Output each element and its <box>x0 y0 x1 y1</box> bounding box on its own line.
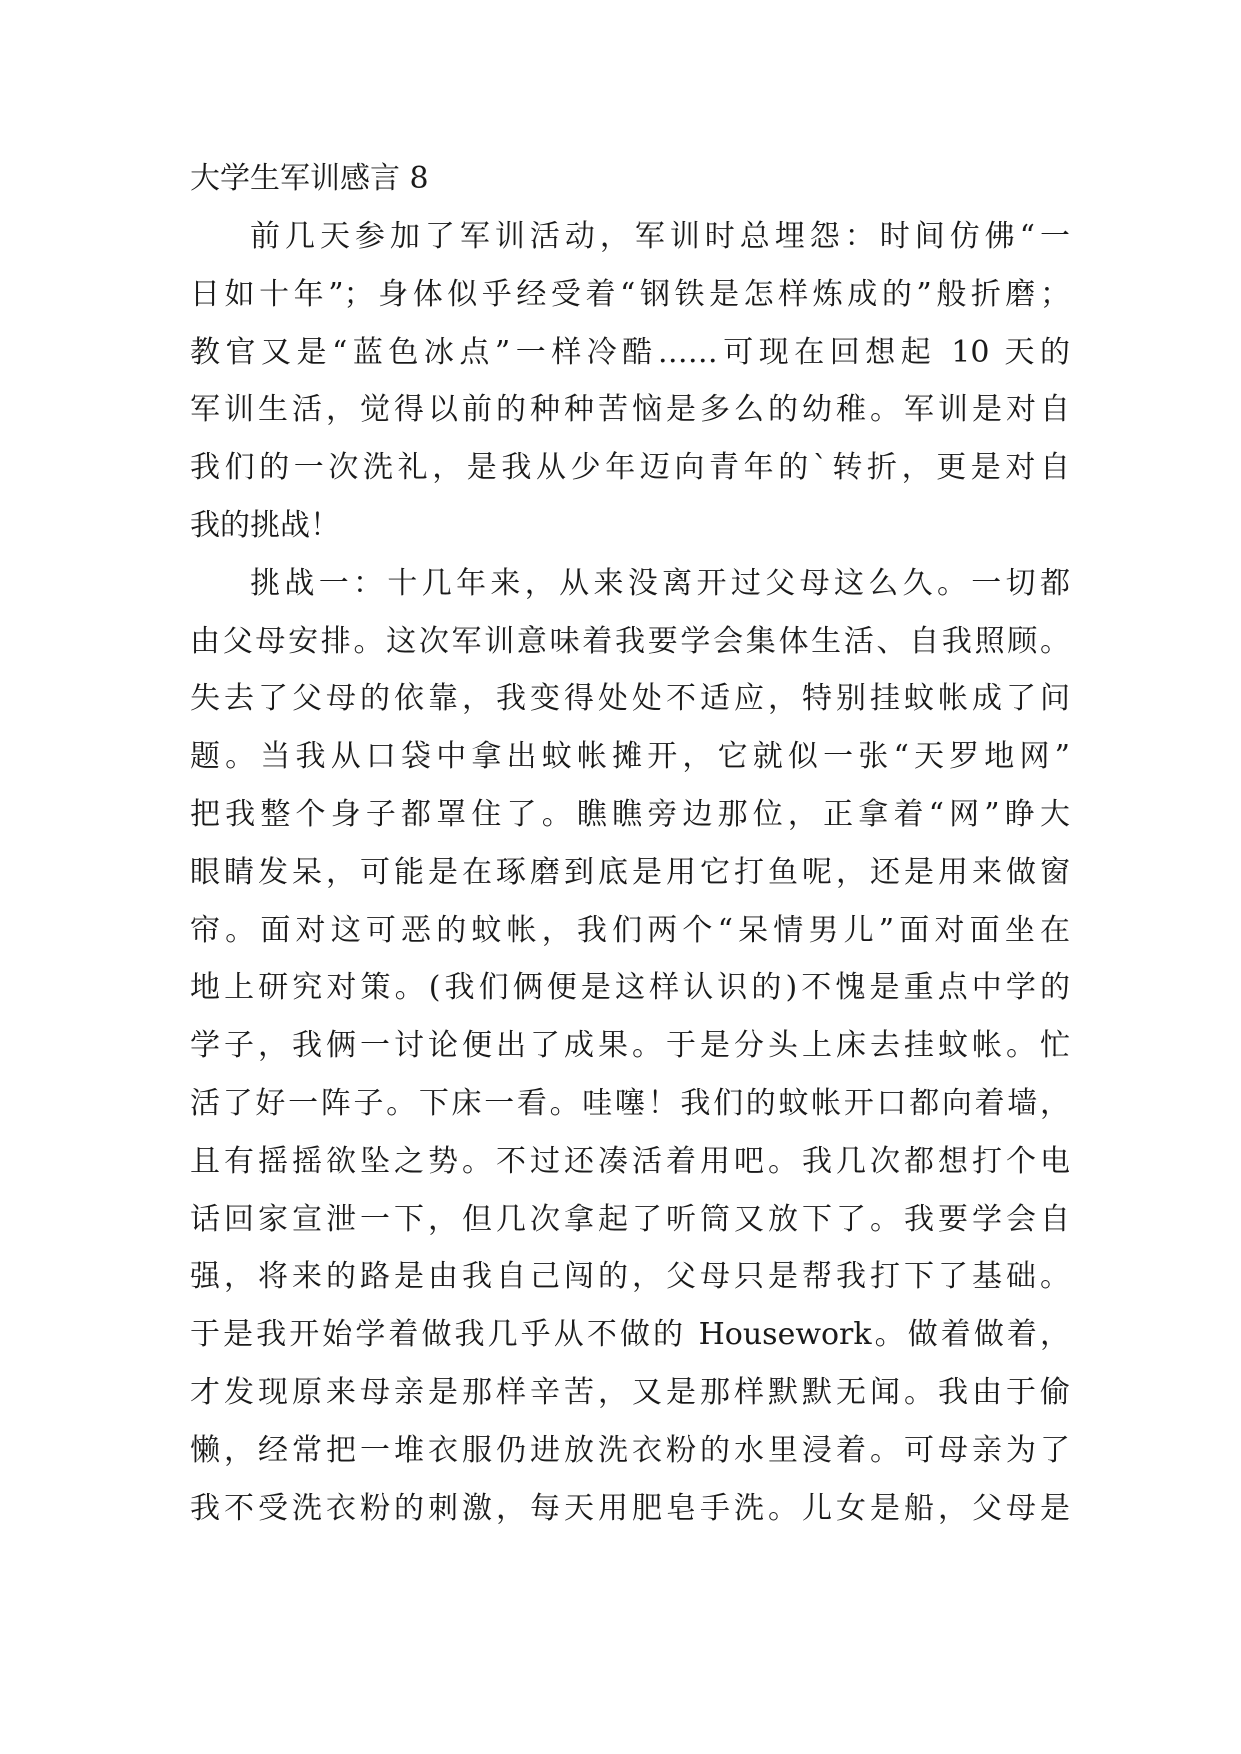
text-line: 挑战一：十几年来，从来没离开过父母这么久。一切都 <box>250 565 1070 601</box>
document-title: 大学生军训感言 8 <box>190 161 429 196</box>
text-line: 我们的一次洗礼，是我从少年迈向青年的`转折，更是对自 <box>190 450 1070 486</box>
text-line: 日如十年”；身体似乎经受着“钢铁是怎样炼成的”般折磨； <box>190 276 1070 312</box>
text-line: 才发现原来母亲是那样辛苦，又是那样默默无闻。我由于偷 <box>190 1374 1070 1410</box>
text-line: 强，将来的路是由我自己闯的，父母只是帮我打下了基础。 <box>190 1259 1070 1295</box>
text-line: 教官又是“蓝色冰点”一样冷酷……可现在回想起 10 天的 <box>190 334 1070 370</box>
paragraph-2 <box>190 555 1070 1538</box>
text-line: 学子，我俩一讨论便出了成果。于是分头上床去挂蚊帐。忙 <box>190 1028 1070 1064</box>
text-line: 地上研究对策。(我们俩便是这样认识的)不愧是重点中学的 <box>190 970 1070 1006</box>
text-line: 把我整个身子都罩住了。瞧瞧旁边那位，正拿着“网”睁大 <box>190 796 1070 832</box>
document-body <box>190 150 1070 1537</box>
text-line: 由父母安排。这次军训意味着我要学会集体生活、自我照顾。 <box>190 623 1070 659</box>
text-line: 我不受洗衣粉的刺激，每天用肥皂手洗。儿女是船，父母是 <box>190 1490 1070 1526</box>
text-line: 失去了父母的依靠，我变得处处不适应，特别挂蚊帐成了问 <box>190 681 1070 717</box>
text-line: 眼睛发呆，可能是在琢磨到底是用它打鱼呢，还是用来做窗 <box>190 854 1070 890</box>
text-line: 帘。面对这可恶的蚊帐，我们两个“呆情男儿”面对面坐在 <box>190 912 1070 948</box>
text-line: 题。当我从口袋中拿出蚊帐摊开，它就似一张“天罗地网” <box>190 739 1070 775</box>
paragraph-1 <box>190 208 1070 555</box>
text-line: 军训生活，觉得以前的种种苦恼是多么的幼稚。军训是对自 <box>190 392 1070 428</box>
text-line: 话回家宣泄一下，但几次拿起了听筒又放下了。我要学会自 <box>190 1201 1070 1237</box>
text-line: 前几天参加了军训活动，军训时总埋怨：时间仿佛“一 <box>250 219 1070 254</box>
text-line: 且有摇摇欲坠之势。不过还凑活着用吧。我几次都想打个电 <box>190 1143 1070 1179</box>
text-line: 活了好一阵子。下床一看。哇噻！我们的蚊帐开口都向着墙， <box>190 1085 1070 1121</box>
text-line: 懒，经常把一堆衣服仍进放洗衣粉的水里浸着。可母亲为了 <box>190 1432 1070 1468</box>
text-line: 我的挑战！ <box>190 507 340 543</box>
text-line: 于是我开始学着做我几乎从不做的 Housework。做着做着， <box>190 1317 1070 1353</box>
